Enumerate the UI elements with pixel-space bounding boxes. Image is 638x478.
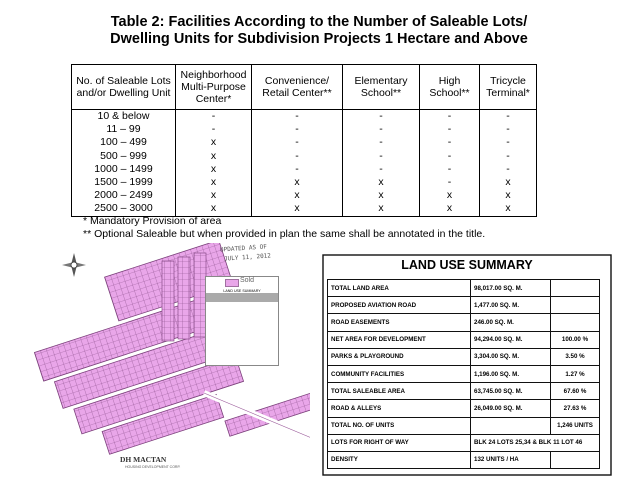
facility-cell: x [176,136,252,149]
summary-value-cell: 246.00 SQ. M. [471,314,551,331]
facility-cell: x [343,189,420,202]
lot-range-cell: 500 – 999 [72,150,176,163]
facility-cell: - [343,150,420,163]
table-row [72,189,537,202]
facility-cell: - [343,123,420,136]
facility-cell: - [420,176,480,189]
summary-label-cell: NET AREA FOR DEVELOPMENT [328,331,471,348]
facility-cell: - [343,136,420,149]
lot-range-cell: 1000 – 1499 [72,163,176,176]
table-row [72,150,537,163]
summary-row [328,365,600,382]
title-line-2: Dwelling Units for Subdivision Projects 1 Hectare and Above [110,31,528,47]
facility-cell: - [420,136,480,149]
facility-cell: - [480,136,537,149]
lot-range-cell: 11 – 99 [72,123,176,136]
summary-value-cell: 63,745.00 SQ. M. [471,383,551,400]
summary-value-cell: BLK 24 LOTS 25,34 & BLK 11 LOT 46 [471,434,600,451]
summary-row [328,280,600,297]
facility-cell: - [343,110,420,124]
facility-cell: x [252,189,343,202]
facility-cell: - [420,163,480,176]
summary-label-cell: TOTAL LAND AREA [328,280,471,297]
land-use-summary-title: LAND USE SUMMARY [401,258,533,272]
facility-cell: - [420,150,480,163]
facility-cell: x [343,202,420,216]
sold-legend-swatch [225,279,239,287]
summary-percent-cell: 67.60 % [551,383,600,400]
sold-legend-label: Sold [240,277,255,284]
facility-cell: - [252,150,343,163]
summary-percent-cell [551,451,600,468]
summary-label-cell: PARKS & PLAYGROUND [328,348,471,365]
summary-label-cell: PROPOSED AVIATION ROAD [328,297,471,314]
facility-cell: - [252,123,343,136]
col-header-neighborhood: Neighborhood Multi-Purpose Center* [176,65,252,110]
map-legend-box [205,276,279,366]
col-header-tricycle: Tricycle Terminal* [480,65,537,110]
lot-range-cell: 2000 – 2499 [72,189,176,202]
facility-cell: - [480,123,537,136]
upper-lot-strips [162,253,206,341]
summary-label-cell: LOTS FOR RIGHT OF WAY [328,434,471,451]
table-row [72,163,537,176]
lot-range-cell: 1500 – 1999 [72,176,176,189]
summary-value-cell [471,417,551,434]
col-header-lots: No. of Saleable Lots and/or Dwelling Unit [72,65,176,110]
summary-row [328,451,600,468]
summary-percent-cell [551,314,600,331]
col-header-convenience: Convenience/ Retail Center** [252,65,343,110]
summary-percent-cell: 1,246 UNITS [551,417,600,434]
facility-cell: x [480,202,537,216]
summary-percent-cell: 100.00 % [551,331,600,348]
facility-cell: x [176,176,252,189]
summary-percent-cell: 1.27 % [551,365,600,382]
facility-cell: x [480,176,537,189]
update-stamp-line1: UPDATED AS OF [219,243,268,254]
title-line-1: Table 2: Facilities According to the Number of Saleable Lots/ [110,14,528,30]
summary-label-cell: DENSITY [328,451,471,468]
summary-value-cell: 1,477.00 SQ. M. [471,297,551,314]
summary-percent-cell [551,280,600,297]
summary-row [328,297,600,314]
summary-row [328,314,600,331]
facility-cell: x [420,189,480,202]
facility-cell: - [480,150,537,163]
page-title [0,14,638,48]
summary-percent-cell: 27.63 % [551,400,600,417]
table-row [72,202,537,216]
map-legend-row [206,301,278,302]
summary-value-cell: 1,196.00 SQ. M. [471,365,551,382]
summary-row [328,400,600,417]
table-row [72,110,537,124]
facility-cell: - [176,123,252,136]
summary-row [328,383,600,400]
facilities-table [71,64,537,217]
compass-rose-icon [62,253,86,277]
table-header-row [72,65,537,110]
lot-range-cell: 2500 – 3000 [72,202,176,216]
table-row [72,136,537,149]
facility-cell: - [420,110,480,124]
table-row [72,123,537,136]
summary-label-cell: ROAD & ALLEYS [328,400,471,417]
lot-range-cell: 100 – 499 [72,136,176,149]
summary-label-cell: ROAD EASEMENTS [328,314,471,331]
optional-note: ** Optional Saleable but when provided in plan the same shall be annotated in the title. [83,228,486,240]
summary-value-cell: 3,304.00 SQ. M. [471,348,551,365]
summary-row [328,434,600,451]
developer-logo-subtitle: HOUSING DEVELOPMENT CORP. [125,465,181,469]
facility-cell: x [420,202,480,216]
mandatory-note: * Mandatory Provision of area [83,215,222,227]
facility-cell: - [252,163,343,176]
facility-cell: x [252,176,343,189]
summary-label-cell: TOTAL SALEABLE AREA [328,383,471,400]
facility-cell: - [252,136,343,149]
summary-row [328,331,600,348]
update-stamp-line2: JULY 11, 2012 [223,252,272,263]
facility-cell: x [176,150,252,163]
summary-label-cell: TOTAL NO. OF UNITS [328,417,471,434]
table-row [72,176,537,189]
summary-percent-cell: 3.50 % [551,348,600,365]
summary-value-cell: 132 UNITS / HA [471,451,551,468]
facility-cell: - [176,110,252,124]
facility-cell: x [252,202,343,216]
summary-value-cell: 26,049.00 SQ. M. [471,400,551,417]
summary-label-cell: COMMUNITY FACILITIES [328,365,471,382]
facility-cell: - [480,110,537,124]
col-header-elementary: Elementary School** [343,65,420,110]
map-legend-title: LAND USE SUMMARY [223,289,261,293]
summary-row [328,417,600,434]
developer-logo: DH MACTAN [120,455,167,464]
facility-cell: - [252,110,343,124]
facility-cell: x [176,189,252,202]
col-header-high-school: High School** [420,65,480,110]
facility-cell: - [420,123,480,136]
facility-cell: - [480,163,537,176]
facility-cell: x [176,202,252,216]
summary-value-cell: 98,017.00 SQ. M. [471,280,551,297]
facility-cell: x [176,163,252,176]
land-use-summary-table [327,279,600,469]
summary-percent-cell [551,297,600,314]
facility-cell: x [480,189,537,202]
summary-value-cell: 94,294.00 SQ. M. [471,331,551,348]
lot-range-cell: 10 & below [72,110,176,124]
summary-row [328,348,600,365]
facility-cell: x [343,176,420,189]
facility-cell: - [343,163,420,176]
